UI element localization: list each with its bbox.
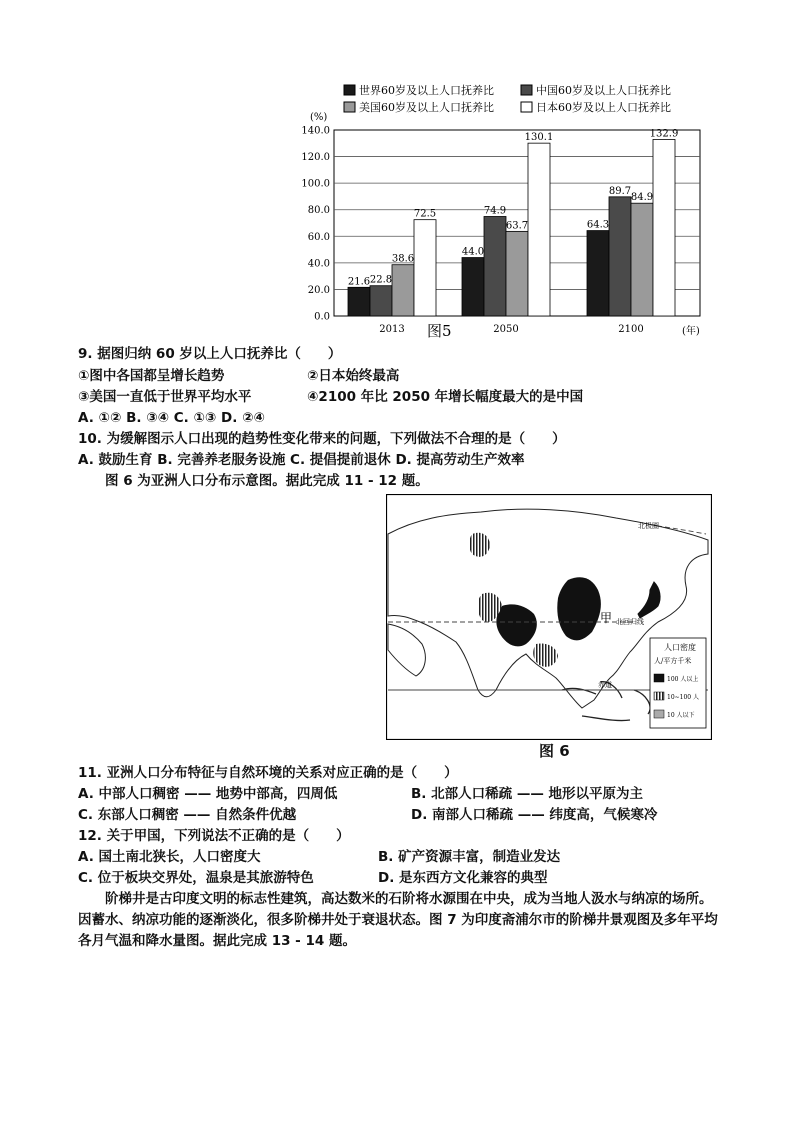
map-legend-unit: 人/平方千米	[654, 657, 692, 665]
figure5-svg	[296, 82, 726, 344]
q10-choices: A. 鼓励生育 B. 完善养老服务设施 C. 提倡提前退休 D. 提高劳动生产效率	[78, 452, 525, 468]
q9-option-2: ②日本始终最高	[307, 368, 400, 384]
chart-legend	[344, 83, 671, 114]
bar-value-label: 72.5	[413, 208, 437, 220]
bar-value-label: 64.3	[586, 219, 610, 231]
figure6-map	[386, 494, 712, 740]
bar	[528, 143, 550, 316]
y-tick-label: 140.0	[301, 125, 330, 137]
y-tick-label: 100.0	[301, 178, 330, 190]
figure5-chart	[296, 82, 726, 344]
bar	[392, 265, 414, 316]
y-tick-label: 40.0	[307, 258, 330, 270]
q9-option-1: ①图中各国都呈增长趋势	[78, 368, 225, 384]
bar	[462, 258, 484, 316]
q9-stem: 9. 据图归纳 60 岁以上人口抚养比（ ）	[78, 346, 342, 362]
q9-choices: A. ①② B. ③④ C. ①③ D. ②④	[78, 410, 265, 426]
q11-option-d: D. 南部人口稀疏 —— 纬度高，气候寒冷	[411, 807, 658, 823]
bar-value-label: 22.8	[369, 274, 393, 286]
bar	[370, 286, 392, 316]
y-unit-label: (%)	[310, 112, 328, 123]
x-tick-label: 2100	[618, 324, 644, 335]
q11-option-c: C. 东部人口稠密 —— 自然条件优越	[78, 807, 297, 823]
bar-value-label: 44.0	[461, 246, 485, 258]
bar-value-label: 130.1	[524, 132, 554, 144]
fig6-intro: 图 6 为亚洲人口分布示意图。据此完成 11 - 12 题。	[105, 473, 429, 489]
asia-map-svg	[386, 494, 712, 740]
y-tick-label: 60.0	[307, 231, 330, 243]
legend-label-china: 中国60岁及以上人口抚养比	[536, 84, 671, 97]
bar	[484, 216, 506, 316]
bar	[631, 203, 653, 316]
y-tick-labels	[301, 126, 330, 323]
map-legend-title: 人口密度	[664, 643, 696, 652]
legend-sparse-label: 10 人以下	[667, 712, 695, 719]
bar	[348, 287, 370, 316]
label-arctic: 北极圈	[638, 522, 659, 530]
x-tick-labels	[379, 324, 643, 335]
legend-dense-label: 100 人以上	[667, 676, 699, 683]
y-tick-label: 20.0	[307, 284, 330, 296]
bar-value-label: 89.7	[608, 185, 632, 197]
q10-stem: 10. 为缓解图示人口出现的趋势性变化带来的问题，下列做法不合理的是（ ）	[78, 431, 566, 447]
legend-swatch-world	[344, 85, 355, 95]
bar-value-label: 38.6	[391, 253, 415, 265]
label-tropic: 北回归线	[616, 618, 644, 626]
q11-stem: 11. 亚洲人口分布特征与自然环境的关系对应正确的是（ ）	[78, 765, 458, 781]
legend-swatch-dense	[654, 674, 664, 682]
bar-value-label: 84.9	[630, 192, 654, 204]
label-jia: 甲	[600, 611, 613, 625]
x-tick-label: 2050	[493, 324, 519, 335]
legend-swatch-china	[521, 85, 532, 95]
legend-swatch-sparse	[654, 710, 664, 718]
legend-label-japan: 日本60岁及以上人口抚养比	[536, 101, 671, 114]
q12-stem: 12. 关于甲国，下列说法不正确的是（ ）	[78, 828, 350, 844]
bar	[414, 220, 436, 316]
q12-option-b: B. 矿产资源丰富，制造业发达	[378, 849, 561, 865]
x-tick-label: 2013	[379, 324, 405, 335]
q11-option-b: B. 北部人口稀疏 —— 地形以平原为主	[411, 786, 644, 802]
fig7-intro-paragraph: 阶梯井是古印度文明的标志性建筑，高达数米的石阶将水源围在中央，成为当地人汲水与纳凉的场所。因蓄水、纳凉功能的逐渐淡化，很多阶梯井处于衰退状态。图 7 为印度斋浦尔市的阶梯井景观图及多年平均各月气温和降水量图。据此完成 13 - 14 题。	[78, 891, 718, 949]
bar-value-label: 74.9	[483, 205, 507, 217]
legend-label-world: 世界60岁及以上人口抚养比	[359, 84, 494, 97]
y-tick-label: 80.0	[307, 205, 330, 217]
bar	[587, 231, 609, 316]
legend-swatch-japan	[521, 102, 532, 112]
q12-option-d: D. 是东西方文化兼容的典型	[378, 870, 548, 886]
legend-swatch-usa	[344, 102, 355, 112]
legend-swatch-medium	[654, 692, 664, 700]
q12-option-a: A. 国土南北狭长，人口密度大	[78, 849, 261, 865]
bar	[653, 139, 675, 316]
q12-option-c: C. 位于板块交界处，温泉是其旅游特色	[78, 870, 314, 886]
figure6-caption: 图 6	[539, 742, 570, 760]
map-legend	[650, 638, 706, 728]
y-tick-label: 0.0	[314, 311, 330, 323]
label-equator: 赤道	[598, 681, 612, 689]
legend-label-usa: 美国60岁及以上人口抚养比	[359, 101, 494, 114]
x-unit-label: (年)	[682, 326, 700, 337]
q11-option-a: A. 中部人口稠密 —— 地势中部高，四周低	[78, 786, 338, 802]
y-tick-label: 120.0	[301, 152, 330, 164]
bar-value-label: 132.9	[649, 128, 679, 140]
bar	[609, 197, 631, 316]
q9-option-4: ④2100 年比 2050 年增长幅度最大的是中国	[307, 389, 584, 405]
q9-option-3: ③美国一直低于世界平均水平	[78, 389, 252, 405]
bar	[506, 231, 528, 316]
bar-value-label: 63.7	[505, 220, 529, 232]
figure5-caption: 图5	[427, 322, 452, 340]
bar-value-label: 21.6	[347, 276, 371, 288]
legend-medium-label: 10~100 人	[667, 694, 700, 701]
